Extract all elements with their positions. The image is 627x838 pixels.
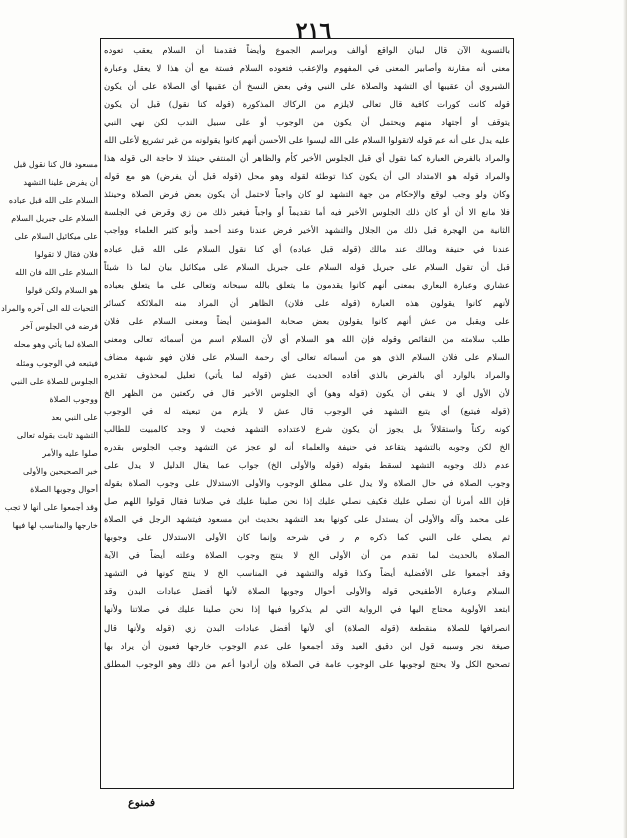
margin-line: أحوال وجوبها الصلاة (30, 483, 98, 494)
text-line: تصحيح الكل ولا يحتج لوجوبها على الوجوب عامة في الصلاة وإن أرادوا أعم من ذلك وهو الوجوب المطلق (104, 659, 510, 670)
margin-line: وقد أجمعوا على أنها لا تجب (4, 501, 98, 512)
text-line: فإن الله أمرنا أن نصلي عليك فكيف نصلي عليك إذا نحن صلينا عليك في صلاتنا فقال قولوا اللهم صل (104, 497, 510, 508)
margin-line: السلام على الله فان الله (14, 267, 98, 278)
margin-line: السلام على الله قبل عباده (8, 195, 98, 206)
text-line: لأنهم كانوا يقولون هذه العبارة (قوله على فلان) الظاهر أن المراد منه الملائكة كسائر (104, 298, 510, 309)
margin-note (1, 155, 98, 534)
text-line: الخ لكن وجوبه بالتشهد يتقاعد في حنيفة والعلماء أنه لو عجز عن التشهد وجب الجلوس بقدره (104, 443, 510, 454)
main-commentary (104, 42, 510, 674)
text-line: على ويقبل من عش أنهم كانوا يقولون بعض صحابة المؤمنين أيضاً ومعنى السلام على فلان (104, 316, 510, 327)
text-line: عدم ذلك وجوبه التشهد لسقط بقوله (قوله والأولى الخ) جواب عما يقال الدليل لا يدل على (104, 461, 510, 472)
margin-line: صلوا عليه والأمر (42, 447, 98, 458)
margin-line: خبر الصحيحين والأولى (22, 465, 98, 476)
margin-line: التشهد ثابت بقوله تعالى (16, 429, 98, 440)
margin-line: أن يفرض علينا التشهد (23, 177, 98, 188)
text-line: ابتعد الأولوية محتاج اليها في الرواية التي لم يذكروا فيها إذا نحن صلينا عليك في صلاتنا ولأنها (104, 605, 510, 616)
text-line: لأن الأول أي لا ينفي أن يكون (قوله وهو) أي الجلوس الأخير قال في ركعتين من الظهر الخ (104, 388, 510, 399)
text-line: (قوله فيتبع) أي يتبع التشهد في الوجوب قال عش لا يلزم من تبعيته له في الوجوب (104, 406, 510, 417)
margin-line: على ميكائيل السلام على (14, 231, 98, 242)
margin-line: فرضه في الجلوس آخر (20, 321, 98, 332)
margin-line: التحيات لله الى آخره والمراد (1, 303, 98, 314)
text-line: قبل أن تقول السلام على جبريل قوله السلام على جبريل السلام على ميكائيل بيان لما ذا شيئاً (104, 262, 510, 273)
margin-line: مسعود قال كنا نقول قبل (13, 159, 98, 169)
text-line: وجوب الصلاة في حال الصلاة ولا يدل على مطلق الوجوب والأولى الاستدلال على وجوب الصلاة بقوله (104, 479, 510, 490)
text-line: الصلاة بالحديث لما تقدم من أن الأولى الخ لا ينتج وجوب الصلاة وعلته أيضاً في الآية (104, 551, 510, 562)
text-line: كونه ركناً واستقلالاً بل يجوز أن يكون شرع لاعتداده التشهد فحيث لا وجد كالمبيت للطالب (104, 424, 510, 435)
margin-line: خارجها والمناسب لها فيها (12, 519, 98, 530)
margin-line: فيتبعه في الوجوب ومثله (15, 357, 98, 368)
margin-line: هو السلام ولكن قولوا (25, 285, 98, 296)
margin-line: الجلوس للصلاة على النبي (10, 375, 98, 386)
text-line: السلام وعبارة الأطفيحي قوله والأولى أحوال وجوبها الصلاة لأنها أفضل عبادات البدن وقد (104, 587, 510, 598)
margin-line: على النبي بعد (51, 411, 98, 422)
text-line: فلا مانع الا أن أو كان ذلك الجلوس الأخير فيه أما تقديماً أو واجباً فيغير ذلك من زي وقرض في الجلسة (104, 208, 510, 219)
margin-line: فلان فقال لا تقولوا (34, 249, 98, 260)
text-line: الشيروي أن عقيبها أي التشهد والصلاة على النبي وفي بعض النسخ أن عقيبها أي الصلاة على أن يكون (104, 82, 510, 93)
text-line: قوله كانت كورات كافية قال تعالى لايلزم من الركاك المذكورة (قوله كنا نقول) قبل أن يكون (104, 100, 510, 111)
text-line: انصرافها للصلاة منقطعة (قوله الصلاة) أي لأنها أفضل عبادات البدن زي (قوله ولأنها قال (104, 623, 510, 634)
text-line: عليه يدل على أنه عم قوله لاتقولوا السلام على الله ليسوا على الأحسن أنهم كانوا يقولونه من غير تشريع لأعلى الله (104, 136, 510, 147)
text-line: السلام على فلان السلام الذي هو من أسمائه تعالى أي رحمة السلام على فلان فهو شبهة مضاف (104, 352, 510, 363)
text-line: الثانية من الهجرة قبل ذلك من الجلال والتشهد الأخير فرض عندنا وعند أحمد وأبو كثير العلماء وواجب (104, 226, 510, 237)
text-line: والمراد بالوارد أي بالفرض بالذي أفاده الحديث عش (قوله لما يأتي) تعليل لمحذوف تقديره (104, 370, 510, 381)
text-line: على محمد وآله والأولى أن يستدل على كونها بعد التشهد بحديث ابن مسعود فيتشهد الرجل في الصلاة (104, 515, 510, 526)
text-line: صيغة نجر وسببه قول ابن دقيق العيد وقد أجمعوا على عدم الوجوب خارجها فعيون أن يراد بها (104, 641, 510, 652)
catchword: فمنوع (128, 796, 156, 809)
margin-line: الصلاة لما يأتي وهو محله (13, 339, 98, 350)
text-line: وكان ولو وجب لوقع والإحكام من جهة التشهد لو كان واجباً لاحتمل أن يكون بعض فرض الصلاة وحينئذ (104, 190, 510, 201)
text-line: معنى أنه مقارنة وأصابير المعنى في المفهوم والإعقب فتعوده السلام فستة مع أن هذا لا يعقل وعبارة (104, 64, 510, 75)
scan-edge (623, 0, 627, 838)
margin-line: ووجوب الصلاة (49, 393, 98, 404)
text-line: والمراد قوله هو الامتداد الى أن يكون كذا توطئة لقوله وهو محل (قوله قبل أن يفرض) هو مع قوله (104, 172, 510, 183)
text-line: عندنا في حنيفة ومالك عند مالك (قوله قبل عباده) أي كنا نقول السلام على الله قبل عباده (104, 244, 510, 255)
text-line: طلب سلامته من النقائص وقوله فإن الله هو السلام أي لأن السلام اسم من أسمائه تعالى ومعنى (104, 334, 510, 345)
text-line: يتوقف أو أجتهاد منهم ويحتمل أن يكون من الوجوب أو على سبيل الندب لكن نهي النبي (104, 118, 510, 129)
text-line: ثم يصلي على النبي كما ذكره م ر في شرحه وإنما كان الأولى الاستدلال على وجوبها (104, 533, 510, 544)
text-line: عشاري وعبارة البعاري بمعنى أنهم كانوا يقدمون ما يتعلق بالله سبحانه وتعالى على ما يتعلق بعباده (104, 280, 510, 291)
text-line: وقد أجمعوا على الأفضلية أيضاً وكذا قوله والتشهد في المناسب الخ لا ينتج كونها في التشهد (104, 569, 510, 580)
text-line: والمراد بالفرض العبارة كما تقول أي قبل الجلوس الأخير كأم والظاهر أن المنتفي حينئذ لا حاجة الى قوله هذا (104, 154, 510, 165)
margin-line: السلام على جبريل السلام (11, 213, 98, 224)
text-line: بالتسوية الآن قال لبيان الواقع أوالف وبراسم الجموع وأيضاً فقدمنا أن السلام يعقب تعوده (104, 46, 510, 56)
page-number: ٢١٦ (295, 18, 332, 44)
